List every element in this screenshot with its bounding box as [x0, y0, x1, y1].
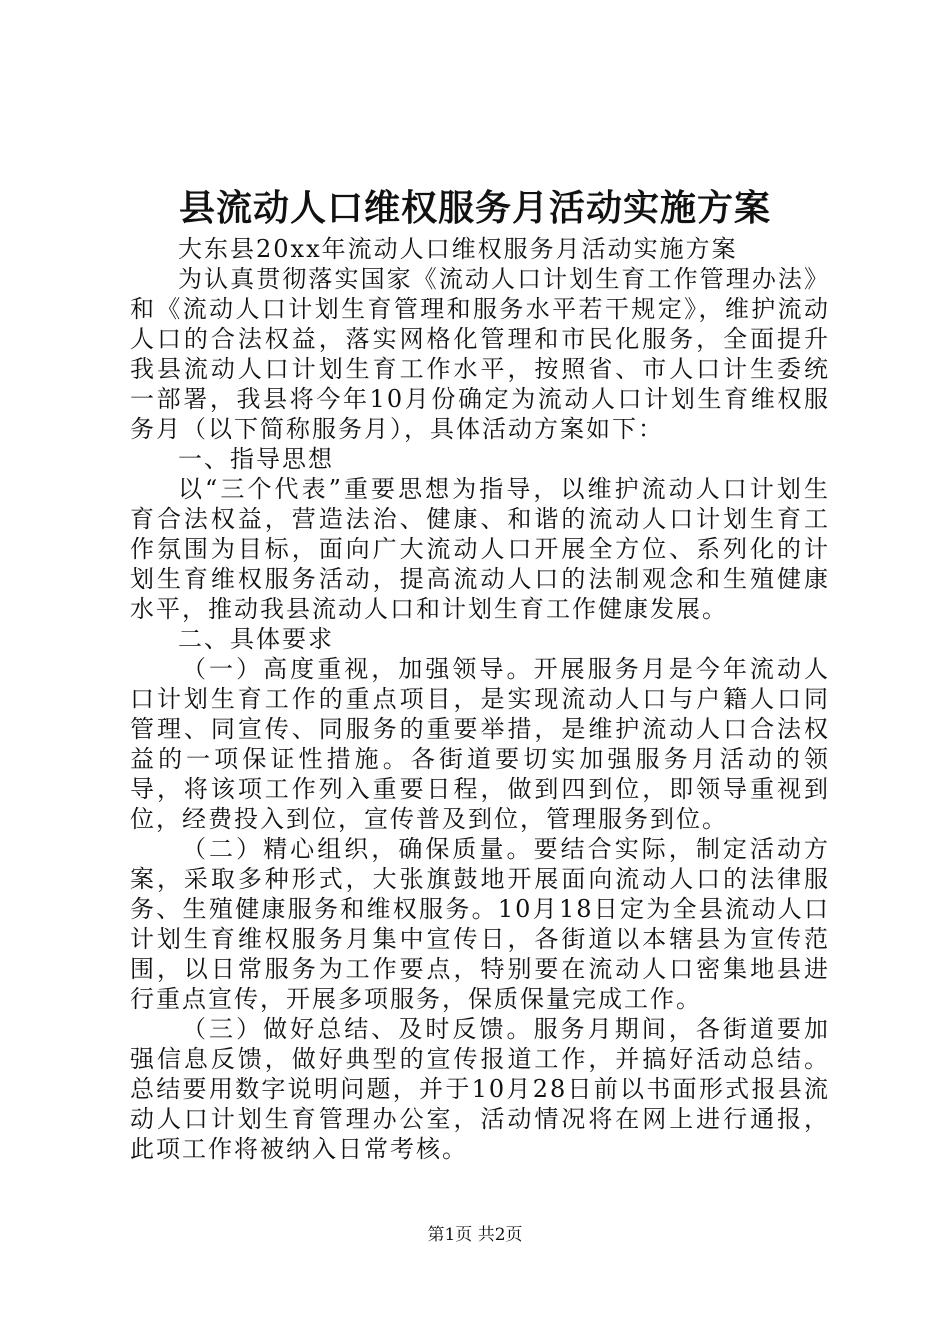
paragraph-requirement-2: （二）精心组织，确保质量。要结合实际，制定活动方案，采取多种形式，大张旗鼓地开展面向流动人口的法律服务、生殖健康服务和维权服务。10月18日定为全县流动人口计划生育维权服务月集中宣传日，各街道以本辖县为宣传范围，以日常服务为工作要点，特别要在流动人口密集地县进行重点宣传，开展多项服务，保质保量完成工作。	[130, 835, 830, 1013]
document-body	[130, 234, 830, 1164]
page-number: 第1页 共2页	[427, 1225, 523, 1245]
paragraph-guiding-ideology: 以“三个代表”重要思想为指导，以维护流动人口计划生育合法权益，营造法治、健康、和谐的流动人口计划生育工作氛围为目标，面向广大流动人口开展全方位、系列化的计划生育维权服务活动，提高流动人口的法制观念和生殖健康水平，推动我县流动人口和计划生育工作健康发展。	[130, 475, 830, 623]
document-subtitle: 大东县20xx年流动人口维权服务月活动实施方案	[178, 235, 738, 263]
paragraph-intro: 为认真贯彻落实国家《流动人口计划生育工作管理办法》和《流动人口计划生育管理和服务水平若干规定》，维护流动人口的合法权益，落实网格化管理和市民化服务，全面提升我县流动人口计划生育工作水平，按照省、市人口计生委统一部署，我县将今年10月份确定为流动人口计划生育维权服务月（以下简称服务月），具体活动方案如下：	[130, 265, 830, 443]
section-heading-guiding-ideology: 一、指导思想	[178, 445, 334, 473]
paragraph-requirement-3: （三）做好总结、及时反馈。服务月期间，各街道要加强信息反馈，做好典型的宣传报道工作，并搞好活动总结。总结要用数字说明问题，并于10月28日前以书面形式报县流动人口计划生育管理办公室，活动情况将在网上进行通报，此项工作将被纳入日常考核。	[130, 1015, 830, 1163]
section-heading-requirements: 二、具体要求	[178, 625, 334, 653]
paragraph-requirement-1: （一）高度重视，加强领导。开展服务月是今年流动人口计划生育工作的重点项目，是实现流动人口与户籍人口同管理、同宣传、同服务的重要举措，是维护流动人口合法权益的一项保证性措施。各街道要切实加强服务月活动的领导，将该项工作列入重要日程，做到四到位，即领导重视到位，经费投入到位，宣传普及到位，管理服务到位。	[130, 655, 830, 833]
page-title: 县流动人口维权服务月活动实施方案	[178, 187, 771, 229]
